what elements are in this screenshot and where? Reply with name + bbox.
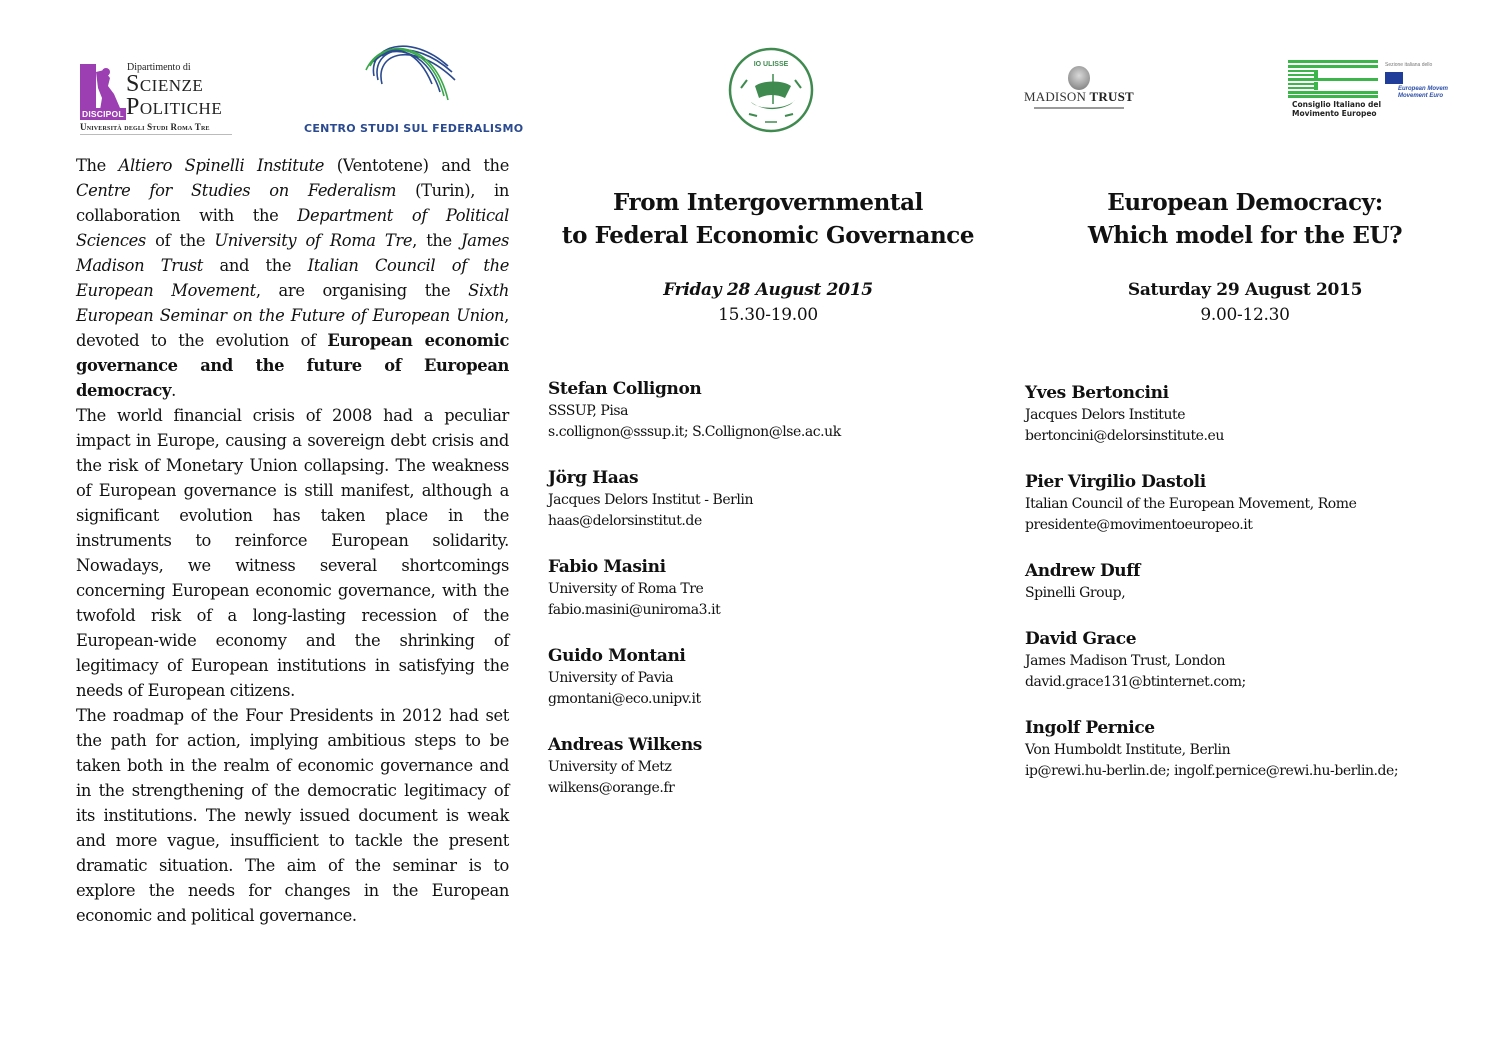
speaker-affiliation: SSSUP, Pisa (548, 403, 629, 419)
speaker-email: haas@delorsinstitut.de (548, 513, 702, 529)
discipol-dept-label: Dipartimento di (127, 62, 191, 73)
speaker (1025, 560, 1485, 604)
madison-trust-logo (1022, 64, 1137, 116)
session-title: European Democracy: Which model for the EU? (1087, 189, 1403, 249)
speaker-email: ip@rewi.hu-berlin.de; ingolf.pernice@rewi.hu-berlin.de; (1025, 763, 1399, 779)
speaker-affiliation: Spinelli Group, (1025, 585, 1126, 601)
csf-logo (300, 36, 524, 136)
speaker-affiliation: James Madison Trust, London (1025, 653, 1226, 669)
speaker-email: wilkens@orange.fr (548, 780, 675, 796)
speaker-name: Jörg Haas (548, 468, 639, 488)
speaker-affiliation: University of Roma Tre (548, 581, 704, 597)
discipol-line1: Scienze (126, 71, 204, 97)
speaker-email: gmontani@eco.unipv.it (548, 691, 701, 707)
cime-label: Consiglio Italiano del Movimento Europeo (1292, 100, 1382, 118)
cime-tiny-label: Sezione italiana dello (1385, 62, 1433, 68)
csf-arcs-icon (360, 36, 460, 116)
discipol-university: Università degli Studi Roma Tre (80, 122, 210, 132)
speaker-name: Yves Bertoncini (1025, 383, 1169, 403)
cime-e-bars-icon (1288, 60, 1378, 98)
cime-em-label: European Movem Movement Euro (1398, 86, 1449, 99)
cime-logo (1288, 60, 1449, 118)
speaker-name: Andreas Wilkens (548, 735, 702, 755)
speaker-list (1025, 382, 1485, 806)
speaker-email: presidente@movimentoeuropeo.it (1025, 517, 1253, 533)
speaker-affiliation: Jacques Delors Institut - Berlin (548, 492, 754, 508)
intro-paragraph-1: The Altiero Spinelli Institute (Ventotene) and the Centre for Studies on Federalism (Turin), in collaboration with the Department of Political Sciences of the University of Roma Tre, the James Madison Trust and the Italian Council of the European Movement, are organising the Sixth European Seminar on the Future of European Union, devoted to the evolution of European economic governance and the future of European democracy. (76, 156, 510, 400)
speaker-name: Guido Montani (548, 646, 686, 666)
eu-flag-icon (1385, 72, 1403, 84)
session-friday (548, 186, 988, 796)
speaker (1025, 471, 1485, 536)
speaker (548, 645, 1008, 710)
speaker (548, 556, 1008, 621)
ship-emblem-icon (727, 46, 815, 134)
speaker (548, 467, 1008, 532)
session-date: Saturday 29 August 2015 (1127, 280, 1363, 300)
speaker-email: s.collignon@sssup.it; S.Collignon@lse.ac.uk (548, 424, 841, 440)
session-time: 9.00-12.30 (1200, 305, 1290, 325)
speaker-email: bertoncini@delorsinstitute.eu (1025, 428, 1224, 444)
speaker-name: Ingolf Pernice (1025, 718, 1155, 738)
io-ulisse-logo (727, 46, 815, 134)
speaker-name: Andrew Duff (1025, 561, 1141, 581)
madison-wordmark: MADISON TRUST (1024, 89, 1134, 104)
madison-portrait-icon (1068, 66, 1090, 90)
speaker-affiliation: University of Metz (548, 759, 672, 775)
intro-paragraph-2: The world financial crisis of 2008 had a peculiar impact in Europe, causing a sovereign debt crisis and the risk of Monetary Union collapsing. The weakness of European governance is still manifest, although a significant evolution has taken place in the instruments to reinforce European solidarity. Nowadays, we witness several shortcomings concerning European economic governance, with the twofold risk of a long-lasting recession of the European-wide economy and the shrinking of legitimacy of European institutions in satisfying the needs of European citizens. (76, 406, 509, 700)
speaker (548, 734, 1008, 799)
speaker (1025, 382, 1485, 447)
speaker-affiliation: Italian Council of the European Movement, Rome (1025, 496, 1357, 512)
svg-text:IO ULISSE: IO ULISSE (753, 61, 789, 68)
csf-label: CENTRO STUDI SUL FEDERALISMO (304, 122, 524, 135)
speaker-name: Fabio Masini (548, 557, 666, 577)
intro-paragraph-3: The roadmap of the Four Presidents in 2012 had set the path for action, implying ambitious steps to be taken both in the realm of economic governance and in the strengthening of the democratic legitimacy of its institutions. The newly issued document is weak and more vague, insufficient to tackle the present dramatic situation. The aim of the seminar is to explore the needs for changes in the European economic and political governance. (76, 706, 509, 925)
speaker (1025, 717, 1485, 782)
speaker-affiliation: University of Pavia (548, 670, 674, 686)
discipol-line2: Politiche (126, 94, 223, 120)
speaker-affiliation: Jacques Delors Institute (1025, 407, 1186, 423)
speaker-name: David Grace (1025, 629, 1137, 649)
intro-text (76, 153, 509, 928)
session-title: From Intergovernmental to Federal Economic Governance (561, 189, 975, 249)
speaker-email: fabio.masini@uniroma3.it (548, 602, 721, 618)
speaker (548, 378, 1008, 443)
discipol-logo (80, 62, 240, 137)
speaker-email: david.grace131@btinternet.com; (1025, 674, 1246, 690)
discipol-divider (80, 134, 232, 135)
madison-tagline-bar (1034, 107, 1124, 109)
speaker-affiliation: Von Humboldt Institute, Berlin (1025, 742, 1231, 758)
speaker-name: Stefan Collignon (548, 379, 702, 399)
discipol-mark-label: DISCIPOL (82, 109, 124, 119)
speaker (1025, 628, 1485, 693)
speaker-list (548, 378, 1008, 823)
session-time: 15.30-19.00 (718, 305, 818, 325)
speaker-name: Pier Virgilio Dastoli (1025, 472, 1206, 492)
session-saturday (1025, 186, 1465, 779)
session-date: Friday 28 August 2015 (663, 280, 873, 300)
